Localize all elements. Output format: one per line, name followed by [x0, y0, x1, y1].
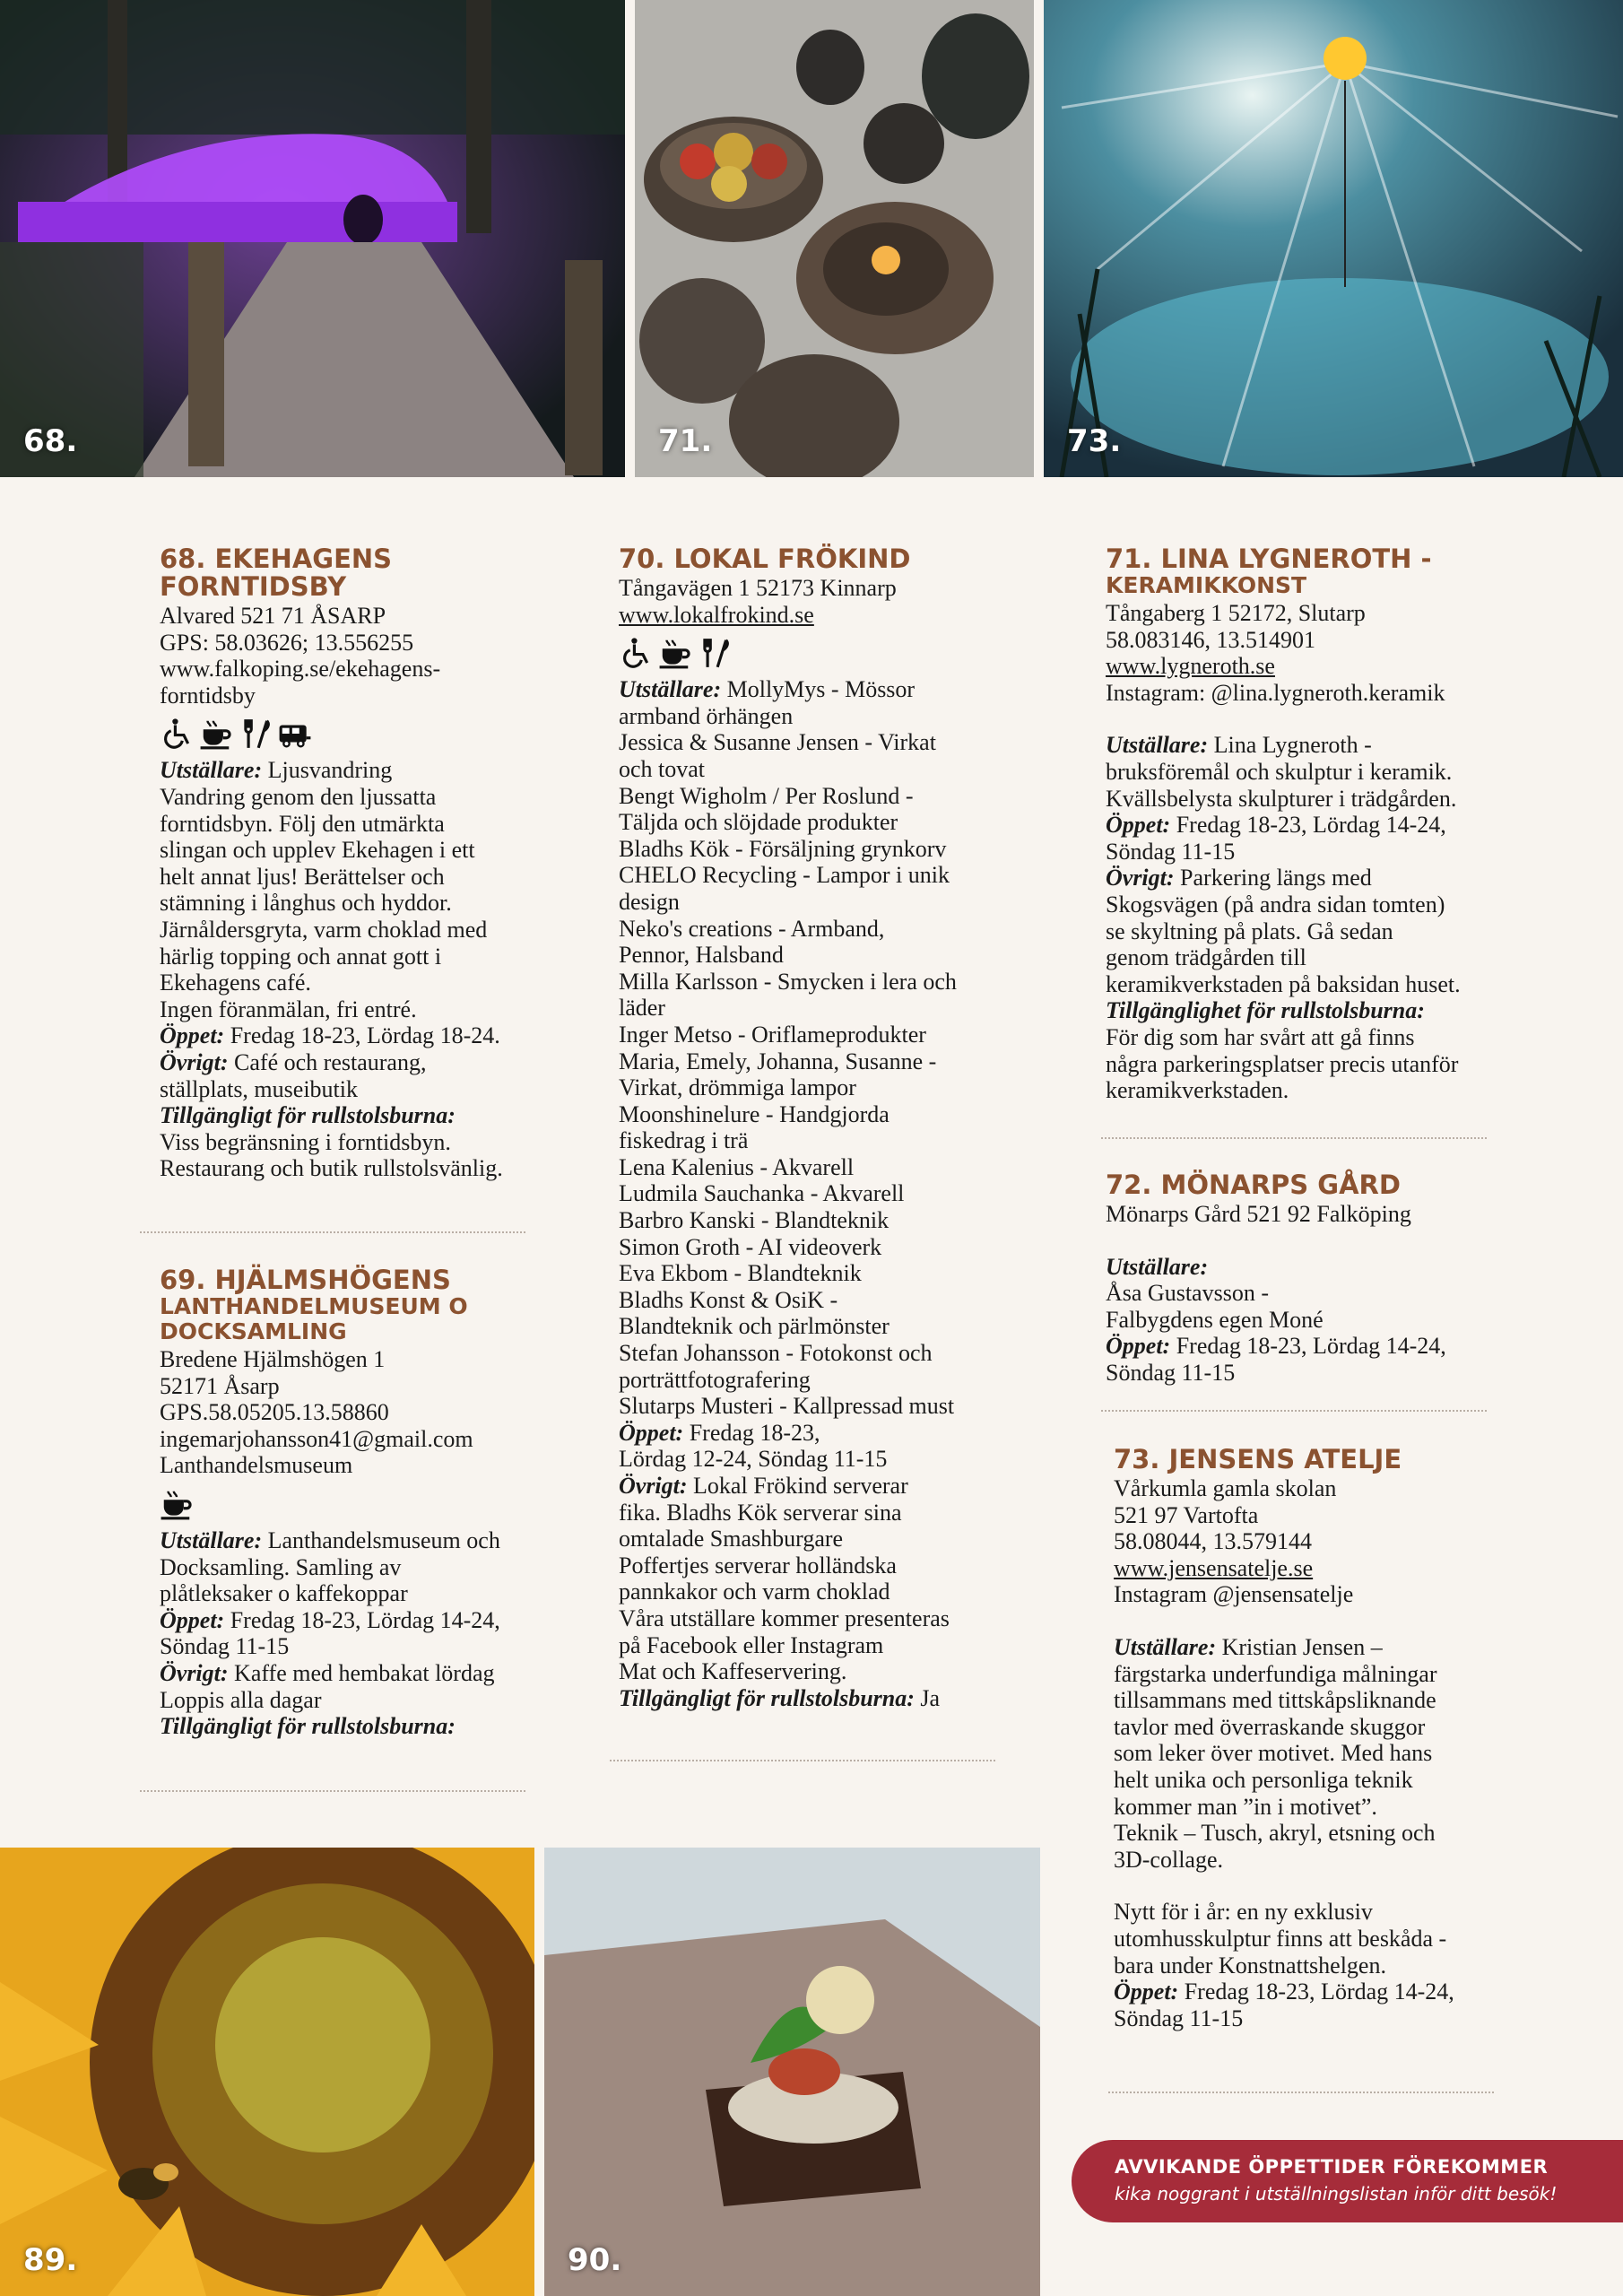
exhibitor-line: Barbro Kanski - Blandteknik	[619, 1207, 890, 1234]
other-text: Mat och Kaffeservering.	[619, 1658, 847, 1685]
body-line: Ingen föranmälan, fri entré.	[160, 996, 417, 1022]
open-text: Fredag 18-23, Lördag 14-24,	[1178, 1979, 1454, 2005]
website-link[interactable]: www.lygneroth.se	[1106, 653, 1275, 680]
exhibitor-line: fiskedrag i trä	[619, 1127, 749, 1154]
exhibitor-text: Kvällsbelysta skulpturer i trädgården.	[1106, 785, 1457, 812]
exhibitor-line: Stefan Johansson - Fotokonst och	[619, 1340, 933, 1367]
address-line: Bredene Hjälmshögen 1	[160, 1346, 386, 1372]
exhibitor-text: 3D-collage.	[1114, 1846, 1224, 1873]
other-text: Kaffe med hembakat lördag	[228, 1659, 495, 1686]
body-line: härlig topping och annat gott i	[160, 943, 442, 970]
other-text: Skogsvägen (på andra sidan tomten)	[1106, 891, 1445, 918]
open-text: Fredag 18-23, Lördag 14-24,	[1170, 1333, 1446, 1360]
exhibitor-text: tavlor med överraskande skuggor	[1114, 1713, 1426, 1740]
notice-text: kika noggrant i utställningslistan inför ditt besök!	[1115, 2183, 1558, 2205]
section-divider	[610, 1760, 995, 1761]
venue-line: Lanthandelsmuseum	[160, 1452, 353, 1479]
access-label: Tillgängligt för rullstolsburna:	[619, 1684, 915, 1711]
gps-line: GPS: 58.03626; 13.556255	[160, 629, 414, 656]
open-label: Öppet:	[619, 1419, 684, 1446]
exhibitor-text: Kristian Jensen –	[1216, 1633, 1383, 1660]
section-divider	[140, 1790, 525, 1792]
exhibitor-label: Utställare:	[160, 757, 263, 784]
exhibitor-line: Moonshinelure - Handgjorda	[619, 1100, 890, 1127]
exhibitor-line: Slutarps Musteri - Kallpressad must	[619, 1393, 955, 1420]
body-line: Vandring genom den ljussatta	[160, 783, 437, 810]
exhibitor-line: Bengt Wigholm / Per Roslund -	[619, 782, 914, 809]
address-line: Mönarps Gård 521 92 Falköping	[1106, 1201, 1411, 1227]
access-text: några parkeringsplatser precis utanför	[1106, 1050, 1459, 1077]
other-label: Övrigt:	[160, 1659, 229, 1686]
other-text: Café och restaurang,	[228, 1048, 427, 1075]
opening-hours-notice	[1072, 2140, 1623, 2222]
section-title-70: 70. LOKAL FRÖKIND	[619, 544, 911, 574]
body-line: Järnåldersgryta, varm choklad med	[160, 916, 488, 943]
exhibitor-label: Utställare:	[1106, 1253, 1209, 1280]
body-line: helt annat ljus! Berättelser och	[160, 863, 445, 890]
exhibitor-line: porträttfotografering	[619, 1366, 811, 1393]
open-label: Öppet:	[160, 1606, 225, 1633]
exhibitor-line: Jessica & Susanne Jensen - Virkat	[619, 729, 936, 756]
other-text: på Facebook eller Instagram	[619, 1631, 884, 1658]
other-text: Parkering längs med	[1174, 865, 1372, 891]
section-divider	[1101, 1410, 1487, 1412]
column-left-lower	[160, 1266, 545, 1740]
photo-number: 90.	[568, 2242, 622, 2278]
section-title-72: 72. MÖNARPS GÅRD	[1106, 1170, 1401, 1200]
section-title-73: 73. JENSENS ATELJE	[1114, 1444, 1402, 1474]
amenity-icons	[619, 633, 1013, 673]
instagram-line[interactable]: Instagram: @lina.lygneroth.keramik	[1106, 679, 1445, 706]
other-label: Övrigt:	[619, 1473, 688, 1499]
exhibitor-line: armband örhängen	[619, 702, 794, 729]
other-label: Övrigt:	[1106, 865, 1175, 891]
address-line: Tångavägen 1 52173 Kinnarp	[619, 575, 897, 601]
access-text: Restaurang och butik rullstolsvänlig.	[160, 1155, 503, 1182]
forntidsby-night-image	[0, 0, 625, 477]
access-label: Tillgänglighet för rullstolsburna:	[1106, 997, 1425, 1024]
column-middle	[619, 545, 1013, 1711]
address-line: Vårkumla gamla skolan	[1114, 1475, 1337, 1501]
wheelchair-icon	[619, 636, 653, 670]
subtitle-line: DOCKSAMLING	[160, 1318, 347, 1344]
coffee-icon	[199, 717, 233, 751]
section-divider	[140, 1231, 525, 1233]
access-text: keramikverkstaden.	[1106, 1077, 1289, 1104]
gps-line: 58.083146, 13.514901	[1106, 626, 1315, 653]
exhibitor-text: tillsammans med tittskåpsliknande	[1114, 1687, 1436, 1714]
other-text: ställplats, museibutik	[160, 1075, 358, 1102]
open-text: Fredag 18-23, Lördag 14-24,	[1170, 812, 1446, 839]
website-link[interactable]: www.lokalfrokind.se	[619, 601, 814, 628]
section-title-69	[160, 1266, 545, 1344]
exhibitor-text: Ljusvandring	[262, 757, 393, 784]
open-text: Fredag 18-23,	[683, 1419, 820, 1446]
photo-number: 68.	[23, 423, 78, 459]
exhibitor-text: MollyMys - Mössor	[721, 676, 916, 703]
exhibitor-label: Utställare:	[619, 676, 722, 703]
photo-71	[635, 0, 1034, 477]
other-text: keramikverkstaden på baksidan huset.	[1106, 970, 1461, 997]
exhibitor-text: Teknik – Tusch, akryl, etsning och	[1114, 1820, 1436, 1847]
other-text: Loppis alla dagar	[160, 1686, 322, 1713]
column-right-72	[1106, 1171, 1527, 1387]
other-text: omtalade Smashburgare	[619, 1526, 844, 1552]
open-label: Öppet:	[1106, 1333, 1171, 1360]
open-label: Öppet:	[1106, 812, 1171, 839]
open-text: Lördag 12-24, Söndag 11-15	[619, 1446, 888, 1473]
exhibitor-line: Ludmila Sauchanka - Akvarell	[619, 1180, 905, 1207]
exhibitor-line: Neko's creations - Armband,	[619, 915, 885, 942]
exhibitor-line: CHELO Recycling - Lampor i unik	[619, 862, 950, 889]
other-text: Våra utställare kommer presenteras	[619, 1605, 950, 1631]
website-link[interactable]: www.jensensatelje.se	[1114, 1554, 1314, 1581]
exhibitor-text: plåtleksaker o kaffekoppar	[160, 1580, 408, 1607]
website-line[interactable]: forntidsby	[160, 682, 256, 709]
exhibitor-text: Åsa Gustavsson -	[1106, 1280, 1269, 1307]
column-right	[1106, 545, 1527, 1104]
body-line: slingan och upplev Ekehagen i ett	[160, 837, 475, 864]
exhibitor-label: Utställare:	[1106, 732, 1209, 759]
cutlery-icon	[239, 717, 273, 751]
section-title-68: 68. EKEHAGENS FORNTIDSBY	[160, 544, 393, 602]
wheelchair-icon	[160, 717, 194, 751]
other-text: se skyltning på plats. Gå sedan	[1106, 918, 1393, 944]
exhibitor-text: helt unika och personliga teknik	[1114, 1766, 1413, 1793]
exhibitor-line: Blandteknik och pärlmönster	[619, 1313, 890, 1340]
news-text: bara under Konstnattshelgen.	[1114, 1952, 1386, 1979]
exhibitor-label: Utställare:	[160, 1526, 263, 1553]
photo-90	[544, 1848, 1040, 2296]
body-line: Ekehagens café.	[160, 970, 311, 996]
address-line: Tångaberg 1 52172, Slutarp	[1106, 600, 1366, 626]
instagram-line[interactable]: Instagram @jensensatelje	[1114, 1581, 1354, 1608]
other-text: Lokal Frökind serverar	[687, 1473, 908, 1499]
access-label: Tillgängligt för rullstolsburna:	[160, 1713, 456, 1740]
amenity-icons	[160, 1484, 545, 1524]
other-text: fika. Bladhs Kök serverar sina	[619, 1499, 902, 1526]
other-label: Övrigt:	[160, 1048, 229, 1075]
photo-68	[0, 0, 625, 477]
body-line: forntidsbyn. Följ den utmärkta	[160, 810, 445, 837]
ceramics-image	[635, 0, 1034, 477]
open-text: Söndag 11-15	[160, 1633, 290, 1660]
open-text: Söndag 11-15	[1106, 1359, 1236, 1386]
notice-title: AVVIKANDE ÖPPETTIDER FÖREKOMMER	[1115, 2156, 1549, 2178]
open-label: Öppet:	[160, 1022, 225, 1049]
painting-lightbulb-image	[1044, 0, 1623, 477]
access-text: Ja	[914, 1684, 941, 1711]
exhibitor-text: Docksamling. Samling av	[160, 1553, 402, 1580]
access-label: Tillgängligt för rullstolsburna:	[160, 1102, 456, 1129]
exhibitor-text: som leker över motivet. Med hans	[1114, 1740, 1433, 1767]
exhibitor-line: Virkat, drömmiga lampor	[619, 1074, 856, 1101]
exhibitor-line: Pennor, Halsband	[619, 942, 784, 969]
exhibitor-line: Bladhs Konst & OsiK -	[619, 1286, 838, 1313]
gps-line: GPS.58.05205.13.58860	[160, 1399, 389, 1426]
exhibitor-line: Eva Ekbom - Blandteknik	[619, 1260, 862, 1287]
column-left	[160, 545, 545, 1182]
other-text: genom trädgården till	[1106, 944, 1306, 971]
gps-line: 58.08044, 13.579144	[1114, 1528, 1312, 1555]
photo-number: 71.	[658, 423, 713, 459]
coffee-icon	[658, 636, 692, 670]
subtitle-line: KERAMIKKONST	[1106, 572, 1307, 598]
exhibitor-text: Falbygdens egen Moné	[1106, 1306, 1324, 1333]
section-title-71	[1106, 545, 1527, 598]
address-line: 52171 Åsarp	[160, 1372, 280, 1399]
other-text: Poffertjes serverar holländska	[619, 1552, 897, 1578]
camper-icon	[278, 717, 312, 751]
news-text: utomhusskulptur finns att beskåda -	[1114, 1925, 1447, 1952]
open-label: Öppet:	[1114, 1979, 1179, 2005]
exhibitor-line: Lena Kalenius - Akvarell	[619, 1153, 855, 1180]
exhibitor-text: färgstarka underfundiga målningar	[1114, 1660, 1437, 1687]
exhibitor-text: Lanthandelsmuseum och	[262, 1526, 500, 1553]
coffee-icon	[160, 1487, 194, 1521]
photo-number: 89.	[23, 2242, 78, 2278]
access-text: Viss begränsning i forntidsbyn.	[160, 1128, 451, 1155]
access-text: För dig som har svårt att gå finns	[1106, 1023, 1415, 1050]
open-text: Söndag 11-15	[1106, 838, 1236, 865]
body-line: stämning i långhus och hyddor.	[160, 890, 452, 917]
open-text: Söndag 11-15	[1114, 2005, 1244, 2031]
website-line[interactable]: www.falkoping.se/ekehagens-	[160, 656, 441, 683]
photo-89	[0, 1848, 534, 2296]
address-line: 521 97 Vartofta	[1114, 1501, 1259, 1528]
exhibitor-line: Bladhs Kök - Försäljning grynkorv	[619, 835, 947, 862]
exhibitor-line: läder	[619, 995, 665, 1022]
exhibitor-text: bruksföremål och skulptur i keramik.	[1106, 758, 1453, 785]
photo-number: 73.	[1067, 423, 1122, 459]
exhibitor-line: Simon Groth - AI videoverk	[619, 1233, 882, 1260]
exhibitor-line: Maria, Emely, Johanna, Susanne -	[619, 1048, 937, 1074]
section-divider	[1101, 1137, 1487, 1139]
canape-image	[544, 1848, 1040, 2296]
title-line: 69. HJÄLMSHÖGENS	[160, 1265, 451, 1295]
exhibitor-line: design	[619, 888, 680, 915]
column-right-73	[1114, 1446, 1535, 2031]
email-line[interactable]: ingemarjohansson41@gmail.com	[160, 1425, 473, 1452]
exhibitor-line: Inger Metso - Oriflameprodukter	[619, 1021, 926, 1048]
cutlery-icon	[698, 636, 732, 670]
exhibitor-label: Utställare:	[1114, 1633, 1217, 1660]
photo-73	[1044, 0, 1623, 477]
section-divider	[1108, 2092, 1494, 2093]
address-line: Alvared 521 71 ÅSARP	[160, 603, 386, 629]
open-text: Fredag 18-23, Lördag 14-24,	[224, 1606, 500, 1633]
subtitle-line: LANTHANDELMUSEUM O	[160, 1293, 468, 1319]
news-text: Nytt för i år: en ny exklusiv	[1114, 1899, 1373, 1926]
exhibitor-list	[619, 703, 1013, 1420]
exhibitor-line: och tovat	[619, 755, 706, 782]
title-line: 71. LINA LYGNEROTH -	[1106, 544, 1432, 574]
sunflower-image	[0, 1848, 534, 2296]
open-text: Fredag 18-23, Lördag 18-24.	[224, 1022, 500, 1049]
exhibitor-text: Lina Lygneroth -	[1208, 732, 1372, 759]
amenity-icons	[160, 714, 545, 753]
other-text: pannkakor och varm choklad	[619, 1578, 890, 1605]
exhibitor-line: Milla Karlsson - Smycken i lera och	[619, 968, 957, 995]
exhibitor-line: Täljda och slöjdade produkter	[619, 809, 898, 836]
exhibitor-text: kommer man ”in i motivet”.	[1114, 1793, 1377, 1820]
